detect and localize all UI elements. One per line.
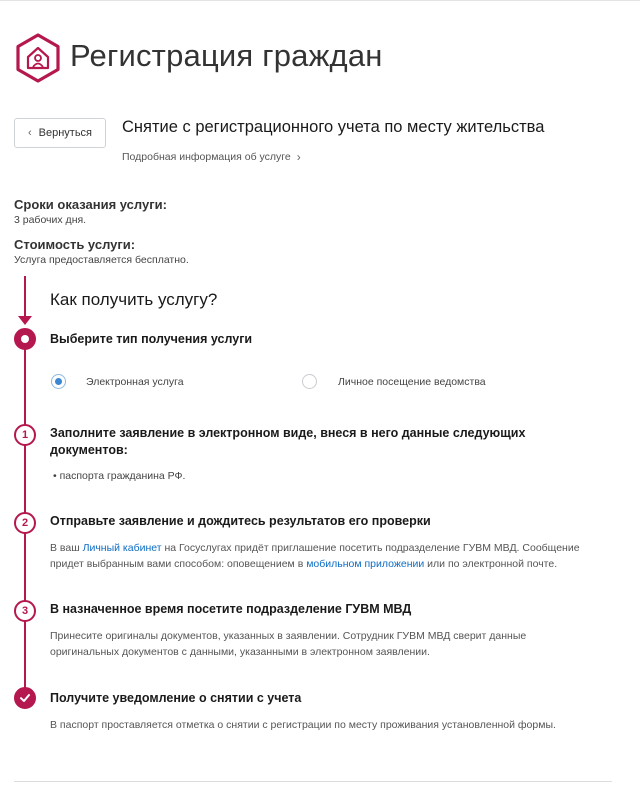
step-1-title-line1: Заполните заявление в электронном виде, внеся в него данные следующих [50,426,526,440]
step-2-title: Отправьте заявление и дождитесь результатов его проверки [50,514,431,528]
terms-value: 3 рабочих дня. [14,214,87,226]
mobile-app-link[interactable]: мобильном приложении [306,557,425,570]
arrow-down-icon [18,316,32,325]
service-details-link[interactable] [122,150,301,164]
step-3-title: В назначенное время посетите подразделение ГУВМ МВД [50,602,412,616]
step-choose-type-title: Выберите тип получения услуги [50,332,253,346]
cost-label: Стоимость услуги: [14,237,136,252]
step-1-marker: 1 [14,424,36,446]
bottom-divider [14,781,612,782]
timeline-arrow-line [24,276,26,320]
radio-electronic[interactable] [51,374,66,389]
radio-personal-visit[interactable] [302,374,317,389]
document-list-item: • паспорта гражданина РФ. [53,470,186,482]
how-to-get-title: Как получить услугу? [50,290,218,309]
step-1-title-line2: документов: [50,443,128,457]
back-button-label: Вернуться [38,127,93,139]
chevron-left-icon: ‹ [27,127,32,139]
top-border [0,0,640,3]
radio-electronic-label[interactable]: Электронная услуга [86,376,184,388]
step-1-title [50,425,525,459]
checkmark-icon [14,687,36,709]
back-button[interactable] [14,118,106,148]
document-passport: паспорта гражданина РФ. [59,470,186,482]
personal-cabinet-link[interactable]: Личный кабинет [82,542,162,554]
step-2-marker: 2 [14,512,36,534]
chevron-right-icon: › [296,150,301,164]
step-2-text-c: придет выбранным вами способом: оповещением в [50,557,307,570]
step-final-text: В паспорт проставляется отметка о снятии с регистрации по месту проживания установленной формы. [50,719,556,731]
step-3-text-line1: Принесите оригиналы документов, указанных в заявлении. Сотрудник ГУВМ МВД сверит данные [50,630,527,642]
app-title: Регистрация граждан [70,38,383,73]
step-2-text-b: на Госуслугах придёт приглашение посетить подразделение ГУВМ МВД. Сообщение [161,542,580,554]
step-3-marker: 3 [14,600,36,622]
step-final-title: Получите уведомление о снятии с учета [50,691,302,705]
service-details-label: Подробная информация об услуге [122,151,291,163]
step-2-text [50,541,610,572]
step-3-text [50,629,610,660]
step-2-text-d: или по электронной почте. [424,557,558,570]
step-3-text-line2: оригинальных документов с данными, указанными в электронном заявлении. [50,645,430,658]
step-2-text-a: В ваш [50,542,83,554]
service-title: Снятие с регистрационного учета по месту жительства [122,118,545,136]
step-active-marker [14,328,36,350]
terms-label: Сроки оказания услуги: [14,197,167,212]
cost-value: Услуга предоставляется бесплатно. [14,254,189,266]
radio-personal-visit-label[interactable]: Личное посещение ведомства [338,376,486,388]
house-person-icon [13,33,63,83]
